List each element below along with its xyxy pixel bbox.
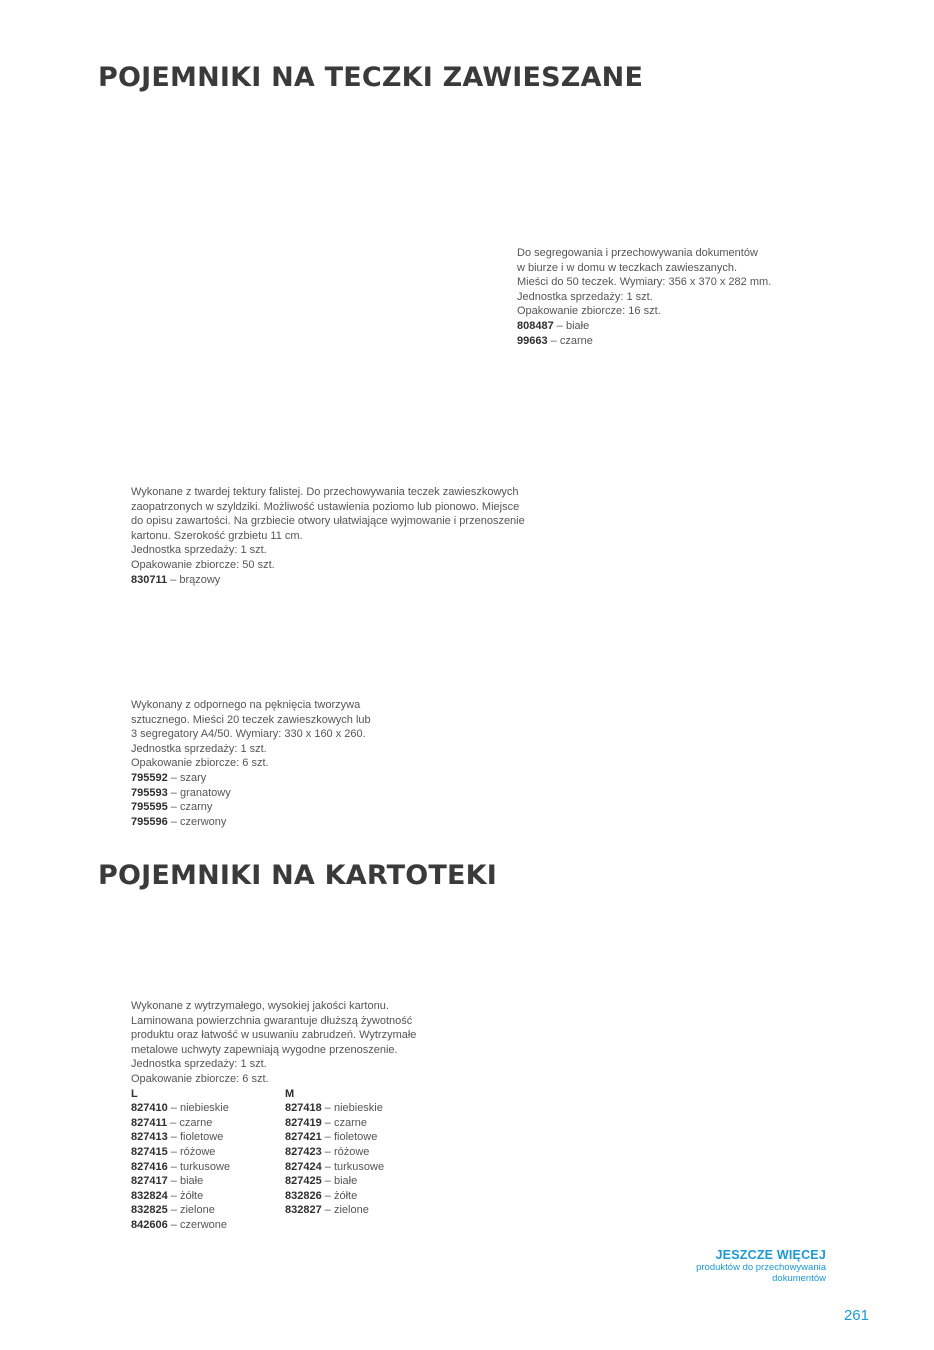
section-title-card-files: POJEMNIKI NA KARTOTEKI	[98, 860, 497, 891]
size-column-l	[131, 1087, 285, 1233]
product-code: 808487	[517, 319, 554, 332]
more-products-subtitle: produktów do przechowywania	[696, 1262, 826, 1273]
description-line: Jednostka sprzedaży: 1 szt.	[131, 1058, 267, 1071]
product-code: 827423	[285, 1145, 322, 1158]
product-code: 795595	[131, 801, 168, 814]
product-variant	[131, 1130, 285, 1145]
variant-color: – białe	[553, 319, 590, 332]
more-products-title: JESZCZE WIĘCEJ	[715, 1248, 826, 1262]
variant-color: – żółte	[321, 1189, 358, 1202]
description-line: Jednostka sprzedaży: 1 szt.	[517, 290, 653, 303]
product-variant	[131, 573, 525, 588]
description-line: Opakowanie zbiorcze: 6 szt.	[131, 757, 269, 770]
product-description-cardboard-box	[131, 485, 525, 587]
description-line: Wykonany z odpornego na pęknięcia tworzywa	[131, 699, 361, 711]
product-variant	[285, 1101, 439, 1116]
product-code: 795596	[131, 815, 168, 828]
variant-color: – czarny	[167, 801, 213, 814]
description-line: metalowe uchwyty zapewniają wygodne przenoszenie.	[131, 1043, 398, 1056]
variant-color: – zielone	[321, 1204, 369, 1217]
product-code: 795592	[131, 771, 168, 784]
variant-color: – zielone	[167, 1204, 215, 1217]
product-variant	[131, 786, 371, 801]
product-variant	[131, 1160, 285, 1175]
variant-color: – brązowy	[167, 573, 221, 586]
product-variant	[285, 1203, 439, 1218]
product-code: 827419	[285, 1116, 322, 1129]
product-variant	[131, 1218, 285, 1233]
product-variant	[131, 1145, 285, 1160]
product-code: 832825	[131, 1204, 168, 1217]
description-line: Opakowanie zbiorcze: 6 szt.	[131, 1072, 269, 1085]
description-line: w biurze i w domu w teczkach zawieszanych.	[517, 261, 738, 274]
product-code: 827415	[131, 1145, 168, 1158]
variant-color: – turkusowe	[321, 1160, 385, 1173]
product-variant	[131, 1174, 285, 1189]
product-variant	[131, 815, 371, 830]
variant-color: – czerwony	[167, 815, 227, 828]
variant-color: – żółte	[167, 1189, 204, 1202]
product-code: 827413	[131, 1131, 168, 1144]
product-variant	[131, 1189, 285, 1204]
product-description-container-box	[517, 246, 771, 348]
product-variant	[285, 1160, 439, 1175]
variant-color: – fioletowe	[321, 1131, 378, 1144]
variant-color: – czarne	[321, 1116, 367, 1129]
product-code: 795593	[131, 786, 168, 799]
description-line: Mieści do 50 teczek. Wymiary: 356 x 370 x 282 mm.	[517, 276, 772, 289]
description-line: zaopatrzonych w szyldziki. Możliwość ustawienia poziomo lub pionowo. Miejsce	[131, 500, 520, 513]
description-line: do opisu zawartości. Na grzbiecie otwory ułatwiające wyjmowanie i przenoszenie	[131, 515, 525, 528]
product-variant	[517, 319, 771, 334]
more-products-link[interactable]	[696, 1248, 826, 1284]
product-variant	[131, 771, 371, 786]
section-title-hanging-folders: POJEMNIKI NA TECZKI ZAWIESZANE	[98, 62, 644, 93]
variant-color: – różowe	[321, 1145, 370, 1158]
product-variant	[131, 1203, 285, 1218]
product-code: 827411	[131, 1116, 168, 1129]
product-description-plastic-box	[131, 698, 371, 829]
variant-color: – fioletowe	[167, 1131, 224, 1144]
variant-color: – niebieskie	[321, 1102, 383, 1115]
description-line: Jednostka sprzedaży: 1 szt.	[131, 544, 267, 557]
variant-color: – białe	[321, 1175, 358, 1188]
description-line: Wykonane z twardej tektury falistej. Do przechowywania teczek zawieszkowych	[131, 486, 519, 498]
description-line: Wykonane z wytrzymałego, wysokiej jakości kartonu.	[131, 1000, 389, 1012]
description-line: Jednostka sprzedaży: 1 szt.	[131, 742, 267, 755]
product-code: 827416	[131, 1160, 168, 1173]
product-variant	[131, 1101, 285, 1116]
description-line: produktu oraz łatwość w usuwaniu zabrudzeń. Wytrzymałe	[131, 1029, 417, 1042]
product-code: 830711	[131, 573, 168, 586]
variant-columns	[131, 1087, 439, 1233]
variant-color: – turkusowe	[167, 1160, 231, 1173]
product-variant	[517, 334, 771, 349]
variant-color: – czarne	[547, 334, 593, 347]
description-line: kartonu. Szerokość grzbietu 11 cm.	[131, 529, 303, 542]
variant-color: – szary	[167, 771, 207, 784]
product-code: 827418	[285, 1102, 322, 1115]
product-variant	[285, 1116, 439, 1131]
product-code: 99663	[517, 334, 548, 347]
product-variant	[285, 1174, 439, 1189]
product-code: 832824	[131, 1189, 168, 1202]
product-code: 827425	[285, 1175, 322, 1188]
product-variant	[131, 800, 371, 815]
size-column-m	[285, 1087, 439, 1233]
size-label: L	[131, 1087, 138, 1100]
product-code: 842606	[131, 1218, 168, 1231]
description-line: Laminowana powierzchnia gwarantuje dłuższą żywotność	[131, 1014, 413, 1027]
product-code: 827417	[131, 1175, 168, 1188]
page-number: 261	[843, 1307, 869, 1324]
variant-color: – różowe	[167, 1145, 216, 1158]
description-line: Do segregowania i przechowywania dokumentów	[517, 247, 758, 259]
product-code: 827410	[131, 1102, 168, 1115]
product-code: 827424	[285, 1160, 322, 1173]
variant-color: – granatowy	[167, 786, 231, 799]
variant-color: – niebieskie	[167, 1102, 229, 1115]
description-line: sztucznego. Mieści 20 teczek zawieszkowych lub	[131, 713, 371, 726]
product-variant	[285, 1130, 439, 1145]
more-products-subtitle: dokumentów	[772, 1273, 826, 1284]
description-line: Opakowanie zbiorcze: 16 szt.	[517, 305, 661, 318]
product-variant	[285, 1189, 439, 1204]
product-variant	[131, 1116, 285, 1131]
description-line: Opakowanie zbiorcze: 50 szt.	[131, 558, 275, 571]
product-variant	[285, 1145, 439, 1160]
product-code: 832826	[285, 1189, 322, 1202]
size-label: M	[285, 1087, 295, 1100]
variant-color: – białe	[167, 1175, 204, 1188]
variant-color: – czarne	[167, 1116, 213, 1129]
product-code: 832827	[285, 1204, 322, 1217]
product-description-file-box	[131, 999, 439, 1233]
variant-color: – czerwone	[167, 1218, 228, 1231]
product-code: 827421	[285, 1131, 322, 1144]
description-line: 3 segregatory A4/50. Wymiary: 330 x 160 x 260.	[131, 728, 366, 741]
